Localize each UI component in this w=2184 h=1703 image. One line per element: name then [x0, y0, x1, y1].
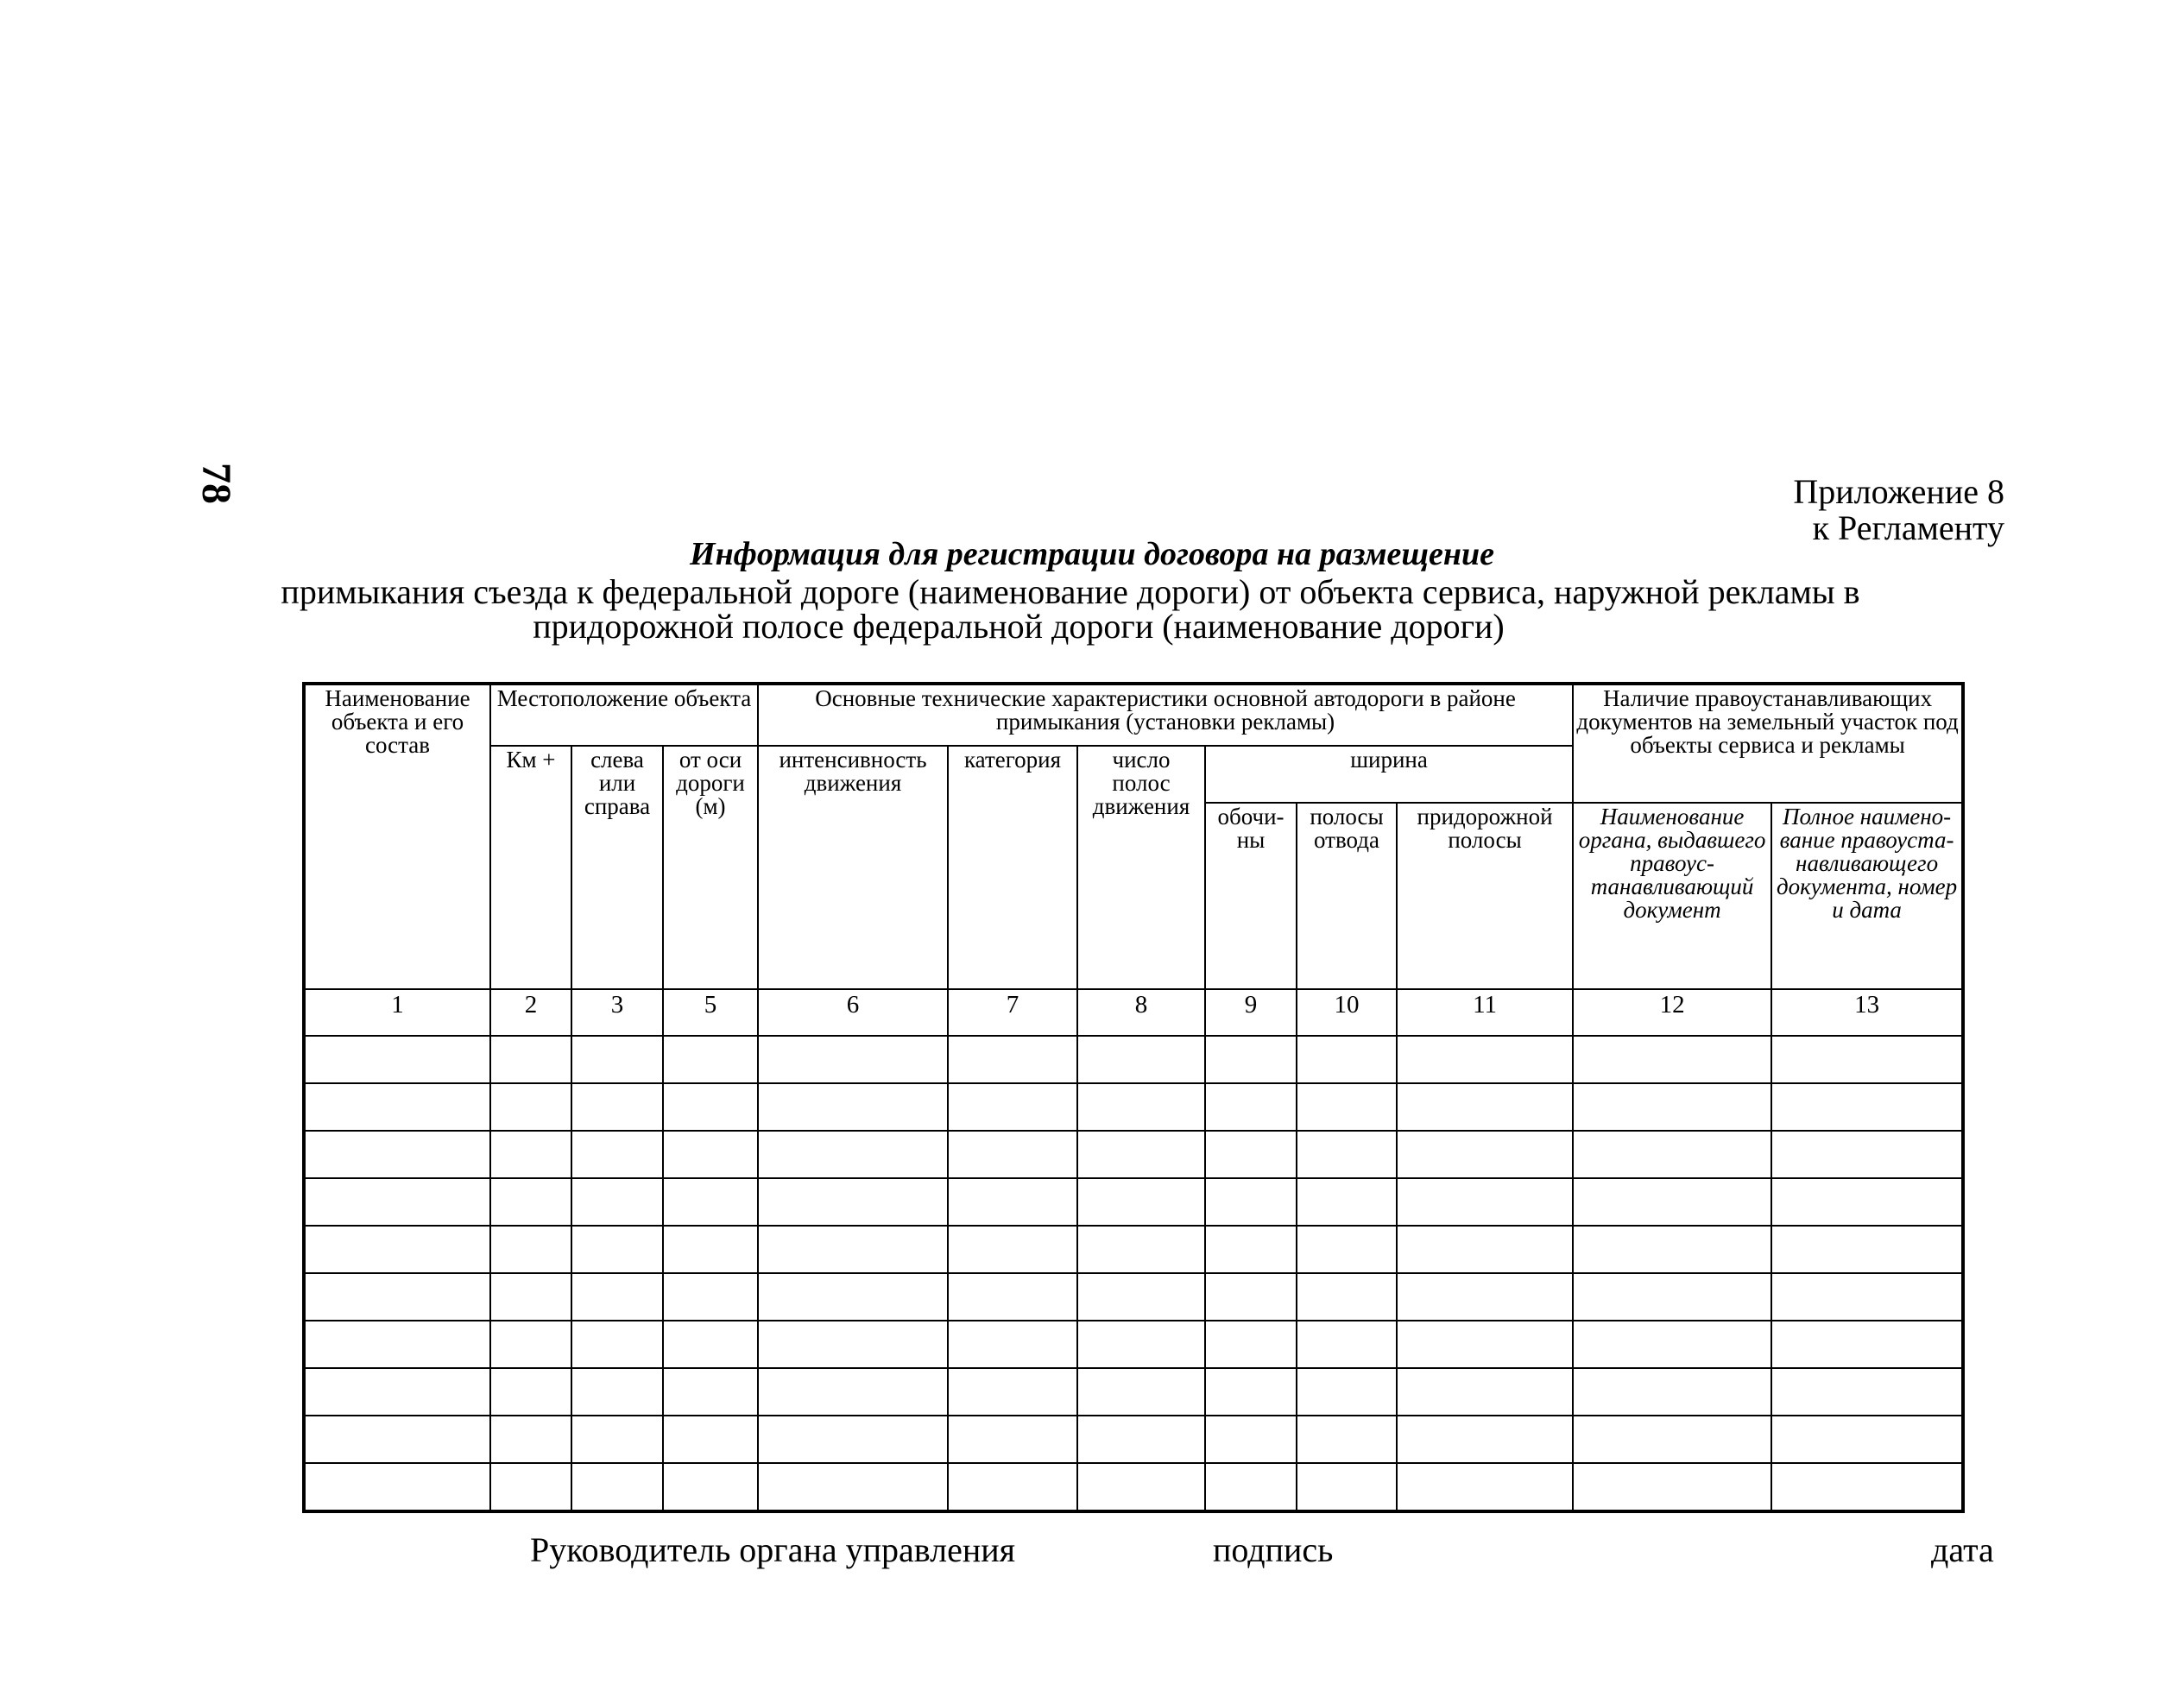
table-cell [1077, 1368, 1205, 1416]
header-category: категория [948, 746, 1077, 989]
header-right-of-way: полосы отвода [1297, 803, 1397, 989]
table-cell [663, 1273, 758, 1321]
table-cell [1077, 1463, 1205, 1511]
table-cell [948, 1178, 1077, 1226]
column-number: 5 [663, 989, 758, 1036]
registration-form-table [302, 682, 1965, 1513]
table-cell [1205, 1273, 1297, 1321]
table-cell [490, 1463, 571, 1511]
table-row [304, 1321, 1963, 1368]
table-cell [663, 1083, 758, 1131]
table-cell [304, 1131, 490, 1178]
table-cell [571, 1036, 663, 1083]
table-cell [758, 1416, 948, 1463]
header-width: ширина [1205, 746, 1573, 803]
table-cell [1771, 1416, 1963, 1463]
table-cell [490, 1036, 571, 1083]
table-cell [1573, 1178, 1771, 1226]
table-cell [1077, 1273, 1205, 1321]
table-cell [1771, 1083, 1963, 1131]
table-cell [304, 1178, 490, 1226]
column-number: 12 [1573, 989, 1771, 1036]
table-cell [1205, 1178, 1297, 1226]
table-cell [304, 1416, 490, 1463]
table-cell [1205, 1083, 1297, 1131]
table-cell [948, 1463, 1077, 1511]
table-cell [948, 1273, 1077, 1321]
table-cell [1771, 1368, 1963, 1416]
table-cell [490, 1083, 571, 1131]
table-cell [490, 1416, 571, 1463]
table-cell [304, 1463, 490, 1511]
table-cell [1397, 1416, 1573, 1463]
table-cell [1397, 1273, 1573, 1321]
header-object-name: Наименование объекта и его состав [304, 684, 490, 989]
column-number-row [304, 989, 1963, 1036]
header-location: Местоположение объекта [490, 684, 758, 746]
table-cell [571, 1083, 663, 1131]
table-cell [1397, 1036, 1573, 1083]
table-row [304, 1226, 1963, 1273]
column-number: 13 [1771, 989, 1963, 1036]
annex-reference: к Регламенту [1812, 508, 2004, 547]
column-number: 10 [1297, 989, 1397, 1036]
table-row [304, 1416, 1963, 1463]
table-cell [1771, 1463, 1963, 1511]
table-cell [663, 1036, 758, 1083]
table-cell [1297, 1083, 1397, 1131]
table-cell [663, 1463, 758, 1511]
table-cell [1297, 1273, 1397, 1321]
table-cell [1573, 1036, 1771, 1083]
document-subtitle-line1: примыкания съезда к федеральной дороге (наименование дороги) от объекта сервиса, наружной рекламы в [281, 572, 1860, 611]
table-cell [304, 1036, 490, 1083]
column-number: 1 [304, 989, 490, 1036]
table-cell [1771, 1226, 1963, 1273]
table-cell [758, 1131, 948, 1178]
column-number: 2 [490, 989, 571, 1036]
table-row [304, 1368, 1963, 1416]
table-cell [1573, 1273, 1771, 1321]
table-cell [758, 1178, 948, 1226]
table-cell [1573, 1083, 1771, 1131]
footer-head-label: Руководитель органа управления [530, 1530, 1016, 1569]
table-cell [663, 1321, 758, 1368]
column-number: 11 [1397, 989, 1573, 1036]
table-cell [1771, 1131, 1963, 1178]
table-cell [1077, 1321, 1205, 1368]
table-cell [1205, 1036, 1297, 1083]
header-roadside-strip: придорожной полосы [1397, 803, 1573, 989]
table-cell [758, 1368, 948, 1416]
table-cell [948, 1036, 1077, 1083]
table-cell [1297, 1416, 1397, 1463]
table-cell [1077, 1036, 1205, 1083]
table-row [304, 1273, 1963, 1321]
table-cell [571, 1131, 663, 1178]
table-cell [1205, 1416, 1297, 1463]
table-cell [948, 1131, 1077, 1178]
header-lane-count: число полос движения [1077, 746, 1205, 989]
table-cell [758, 1463, 948, 1511]
table-cell [1297, 1178, 1397, 1226]
table-cell [1397, 1321, 1573, 1368]
table-cell [758, 1036, 948, 1083]
table-cell [1397, 1368, 1573, 1416]
table-cell [304, 1273, 490, 1321]
table-cell [1077, 1226, 1205, 1273]
table-cell [571, 1416, 663, 1463]
table-cell [1205, 1368, 1297, 1416]
column-number: 7 [948, 989, 1077, 1036]
table-cell [571, 1273, 663, 1321]
table-cell [758, 1226, 948, 1273]
table-row [304, 1131, 1963, 1178]
table-cell [490, 1131, 571, 1178]
table-cell [1771, 1178, 1963, 1226]
table-cell [1771, 1273, 1963, 1321]
column-number: 8 [1077, 989, 1205, 1036]
table-cell [1573, 1131, 1771, 1178]
table-cell [663, 1368, 758, 1416]
table-cell [1297, 1226, 1397, 1273]
table-cell [1573, 1226, 1771, 1273]
table-cell [1771, 1321, 1963, 1368]
table-cell [1297, 1463, 1397, 1511]
table-cell [304, 1226, 490, 1273]
header-side: слева или справа [571, 746, 663, 989]
table-row [304, 1463, 1963, 1511]
table-cell [1297, 1368, 1397, 1416]
table-cell [1397, 1131, 1573, 1178]
table-cell [571, 1463, 663, 1511]
table-cell [1397, 1178, 1573, 1226]
header-tech-characteristics: Основные технические характеристики основной автодороги в районе примыкания (установки рекламы) [758, 684, 1573, 746]
table-cell [571, 1368, 663, 1416]
table-cell [1573, 1321, 1771, 1368]
header-km: Км + [490, 746, 571, 989]
table-cell [1573, 1368, 1771, 1416]
table-cell [948, 1083, 1077, 1131]
column-number: 9 [1205, 989, 1297, 1036]
table-cell [1205, 1321, 1297, 1368]
table-cell [1077, 1131, 1205, 1178]
table-cell [663, 1131, 758, 1178]
table-cell [490, 1321, 571, 1368]
header-shoulders: обочи- ны [1205, 803, 1297, 989]
table-cell [948, 1368, 1077, 1416]
table-cell [304, 1321, 490, 1368]
column-number: 3 [571, 989, 663, 1036]
table-cell [1297, 1321, 1397, 1368]
table-cell [1573, 1416, 1771, 1463]
table-cell [663, 1226, 758, 1273]
table-cell [1397, 1226, 1573, 1273]
table-cell [1205, 1131, 1297, 1178]
table-cell [1397, 1463, 1573, 1511]
table-cell [1771, 1036, 1963, 1083]
column-number: 6 [758, 989, 948, 1036]
document-subtitle-line2: придорожной полосе федеральной дороги (наименование дороги) [533, 607, 1505, 646]
footer-signature-label: подпись [1213, 1530, 1334, 1569]
table-cell [758, 1083, 948, 1131]
footer-date-label: дата [1931, 1530, 1994, 1569]
table-cell [490, 1273, 571, 1321]
header-traffic-intensity: интенсивность движения [758, 746, 948, 989]
table-cell [1573, 1463, 1771, 1511]
table-cell [1077, 1083, 1205, 1131]
table-cell [1205, 1463, 1297, 1511]
header-documents: Наличие правоустанавливающих документов на земельный участок под объекты сервиса и рекламы [1573, 684, 1963, 803]
table-cell [490, 1226, 571, 1273]
table-cell [663, 1178, 758, 1226]
table-cell [490, 1178, 571, 1226]
table-cell [758, 1273, 948, 1321]
header-issuing-authority: Наименование органа, выдавшего правоус- танавливающий документ [1573, 803, 1771, 989]
table-cell [304, 1083, 490, 1131]
table-row [304, 1083, 1963, 1131]
document-title: Информация для регистрации договора на размещение [690, 536, 1494, 572]
header-axis-distance: от оси дороги (м) [663, 746, 758, 989]
table-cell [490, 1368, 571, 1416]
table-cell [304, 1368, 490, 1416]
table-cell [1297, 1036, 1397, 1083]
table-cell [758, 1321, 948, 1368]
table-row [304, 1178, 1963, 1226]
header-document-fullname: Полное наимено- вание правоуста- навливающего документа, номер и дата [1771, 803, 1963, 989]
table-cell [1397, 1083, 1573, 1131]
table-cell [571, 1178, 663, 1226]
table-row [304, 1036, 1963, 1083]
table-cell [1077, 1178, 1205, 1226]
empty-rows [304, 1036, 1963, 1511]
table-cell [571, 1321, 663, 1368]
table-cell [948, 1416, 1077, 1463]
table-cell [663, 1416, 758, 1463]
table-cell [948, 1226, 1077, 1273]
page-number: 78 [193, 463, 239, 504]
table-cell [1205, 1226, 1297, 1273]
table-cell [1297, 1131, 1397, 1178]
table-cell [948, 1321, 1077, 1368]
annex-label: Приложение 8 [1793, 472, 2004, 511]
table-cell [1077, 1416, 1205, 1463]
table-cell [571, 1226, 663, 1273]
